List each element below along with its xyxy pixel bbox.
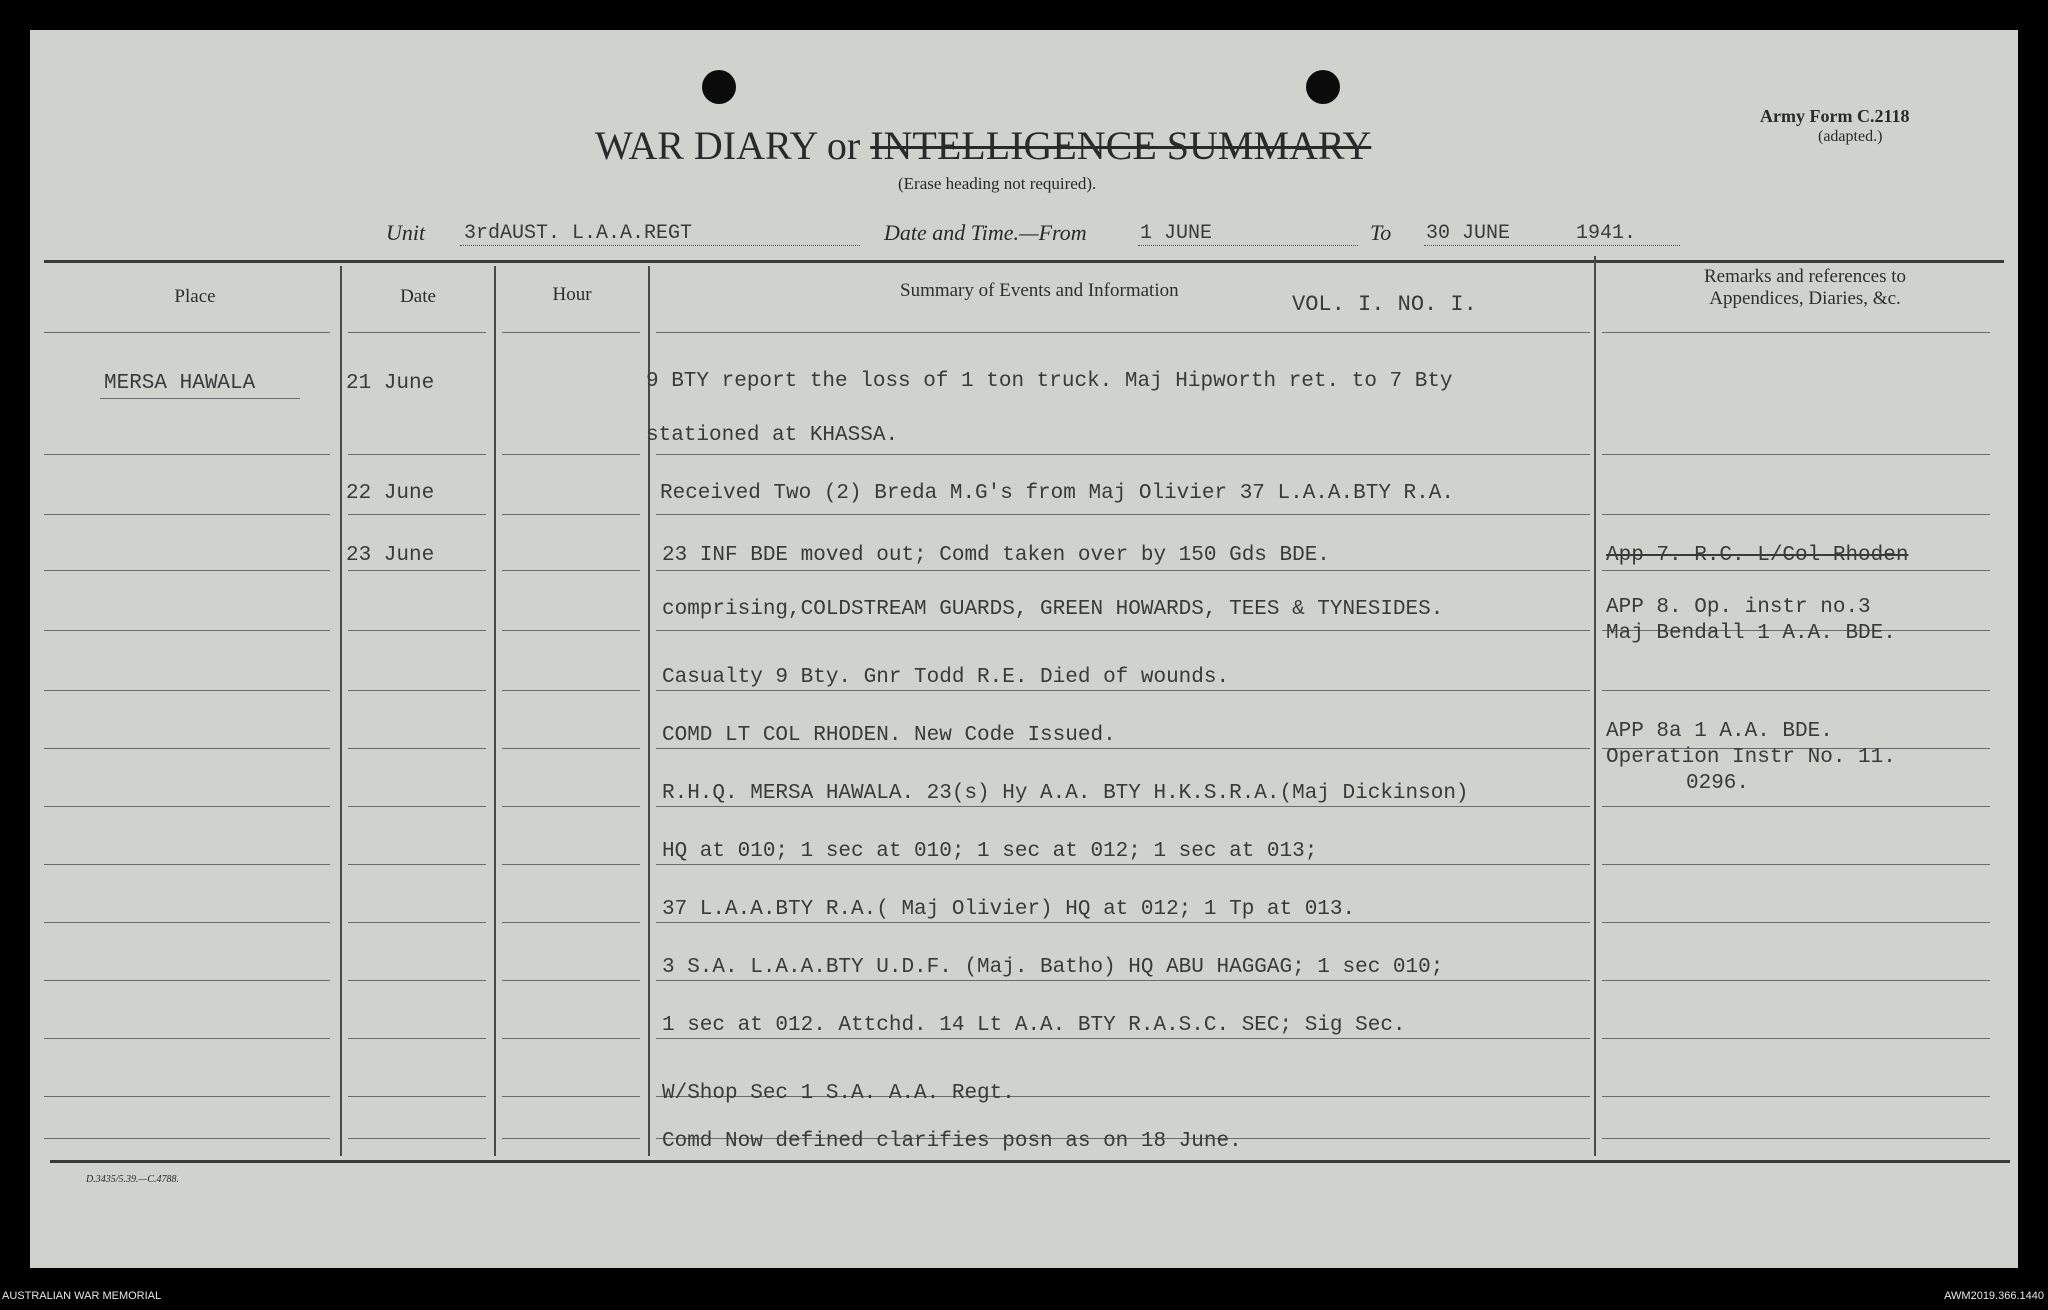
- ruled-line: [348, 980, 486, 981]
- ruled-line: [502, 748, 640, 749]
- unit-value: 3rdAUST. L.A.A.REGT: [464, 222, 693, 245]
- ruled-line: [348, 1038, 486, 1039]
- to-dotline: [1424, 245, 1680, 246]
- summary-line: comprising,COLDSTREAM GUARDS, GREEN HOWARDS, TEES & TYNESIDES.: [662, 598, 1444, 621]
- summary-line: HQ at 010; 1 sec at 010; 1 sec at 012; 1 sec at 013;: [662, 840, 1318, 863]
- to-label: To: [1370, 220, 1392, 245]
- ruled-line: [44, 1038, 330, 1039]
- ruled-line: [348, 1138, 486, 1139]
- ruled-line: [1602, 332, 1990, 333]
- archive-caption: AUSTRALIAN WAR MEMORIAL: [2, 1290, 162, 1302]
- col-header-summary: Summary of Events and Information: [900, 280, 1179, 301]
- footer-rule: [50, 1160, 2010, 1163]
- ruled-line: [656, 922, 1590, 923]
- col-header-remarks-2: Appendices, Diaries, &c.: [1709, 288, 1901, 309]
- ruled-line: [44, 514, 330, 515]
- ruled-line: [1602, 1096, 1990, 1097]
- adapted-label: (adapted.): [1818, 128, 1883, 145]
- ruled-line: [44, 1096, 330, 1097]
- date-time-label: Date and Time.—From: [884, 220, 1087, 245]
- ruled-line: [1602, 806, 1990, 807]
- ruled-line: [656, 514, 1590, 515]
- ruled-line: [44, 690, 330, 691]
- ruled-line: [348, 514, 486, 515]
- ruled-line: [502, 570, 640, 571]
- ruled-line: [44, 332, 330, 333]
- from-value: 1 JUNE: [1140, 222, 1213, 245]
- ruled-line: [656, 980, 1590, 981]
- ruled-line: [1602, 922, 1990, 923]
- print-reference: D.3435/5.39.—C.4788.: [86, 1174, 180, 1185]
- col-header-hour: Hour: [552, 284, 592, 305]
- ruled-line: [656, 630, 1590, 631]
- ruled-line: [348, 332, 486, 333]
- archive-reference: AWM2019.366.1440: [1944, 1290, 2044, 1302]
- ruled-line: [656, 454, 1590, 455]
- ruled-line: [1602, 514, 1990, 515]
- ruled-line: [1602, 980, 1990, 981]
- ruled-line: [502, 332, 640, 333]
- ruled-line: [348, 1096, 486, 1097]
- ruled-line: [502, 980, 640, 981]
- ruled-line: [502, 864, 640, 865]
- ruled-line: [348, 864, 486, 865]
- unit-label: Unit: [386, 220, 426, 245]
- col-header-date: Date: [400, 286, 436, 307]
- year-value: 1941.: [1576, 222, 1637, 245]
- ruled-line: [44, 864, 330, 865]
- place-entry: MERSA HAWALA: [104, 372, 256, 395]
- col-header-remarks-1: Remarks and references to: [1703, 266, 1907, 287]
- col-divider-place: [340, 266, 342, 1156]
- ruled-line: [44, 454, 330, 455]
- ruled-line: [656, 748, 1590, 749]
- volume-number: VOL. I. NO. I.: [1292, 292, 1477, 317]
- ruled-line: [1602, 690, 1990, 691]
- ruled-line: [348, 922, 486, 923]
- summary-line: Received Two (2) Breda M.G's from Maj Olivier 37 L.A.A.BTY R.A.: [660, 482, 1454, 505]
- to-value: 30 JUNE: [1426, 222, 1511, 245]
- ruled-line: [44, 980, 330, 981]
- summary-line: stationed at KHASSA.: [646, 424, 899, 447]
- ruled-line: [44, 748, 330, 749]
- ruled-line: [44, 922, 330, 923]
- summary-line: Comd Now defined clarifies posn as on 18 June.: [662, 1130, 1242, 1153]
- remark-line: 0296.: [1686, 772, 1750, 795]
- ruled-line: [348, 570, 486, 571]
- remark-line: APP 8. Op. instr no.3: [1606, 596, 1871, 619]
- date-entry: 23 June: [346, 544, 435, 567]
- ruled-line: [348, 630, 486, 631]
- date-entry: 22 June: [346, 482, 435, 505]
- ruled-line: [502, 630, 640, 631]
- title-main: WAR DIARY or: [595, 123, 861, 168]
- col-divider-summary: [1594, 256, 1596, 1156]
- ruled-line: [502, 514, 640, 515]
- ruled-line: [656, 332, 1590, 333]
- ruled-line: [1602, 454, 1990, 455]
- ruled-line: [656, 806, 1590, 807]
- unit-dotline: [460, 245, 860, 246]
- date-entry: 21 June: [346, 372, 435, 395]
- title-struck: INTELLIGENCE SUMMARY: [870, 123, 1372, 168]
- summary-line: 3 S.A. L.A.A.BTY U.D.F. (Maj. Batho) HQ ABU HAGGAG; 1 sec 010;: [662, 956, 1444, 979]
- ruled-line: [1602, 864, 1990, 865]
- ruled-line: [502, 454, 640, 455]
- punch-hole-right: [1306, 70, 1340, 104]
- ruled-line: [656, 1038, 1590, 1039]
- ruled-line: [348, 454, 486, 455]
- ruled-line: [502, 1038, 640, 1039]
- ruled-line: [348, 690, 486, 691]
- ruled-line: [656, 690, 1590, 691]
- remark-line: APP 8a 1 A.A. BDE.: [1606, 720, 1833, 743]
- remark-line: Operation Instr No. 11.: [1606, 746, 1896, 769]
- ruled-line: [502, 1096, 640, 1097]
- ruled-line: [502, 1138, 640, 1139]
- army-form-label: Army Form C.2118: [1760, 106, 1910, 126]
- col-divider-hour: [648, 266, 650, 1156]
- erase-note: (Erase heading not required).: [898, 174, 1097, 193]
- summary-line: COMD LT COL RHODEN. New Code Issued.: [662, 724, 1116, 747]
- summary-line: 23 INF BDE moved out; Comd taken over by 150 Gds BDE.: [662, 544, 1330, 567]
- from-dotline: [1138, 245, 1358, 246]
- place-underline: [100, 398, 300, 399]
- ruled-line: [1602, 570, 1990, 571]
- ruled-line: [502, 922, 640, 923]
- form-title: [595, 122, 1371, 169]
- diary-page: [30, 30, 2018, 1268]
- ruled-line: [348, 748, 486, 749]
- summary-line: 1 sec at 012. Attchd. 14 Lt A.A. BTY R.A.S.C. SEC; Sig Sec.: [662, 1014, 1406, 1037]
- ruled-line: [656, 864, 1590, 865]
- ruled-line: [1602, 1038, 1990, 1039]
- punch-hole-left: [702, 70, 736, 104]
- col-divider-date: [494, 266, 496, 1156]
- ruled-line: [1602, 1138, 1990, 1139]
- summary-line: Casualty 9 Bty. Gnr Todd R.E. Died of wounds.: [662, 666, 1230, 689]
- ruled-line: [44, 630, 330, 631]
- summary-line: 9 BTY report the loss of 1 ton truck. Maj Hipworth ret. to 7 Bty: [646, 370, 1453, 393]
- remark-line: App 7. R.C. L/Col Rhoden: [1606, 544, 1909, 567]
- summary-line: W/Shop Sec 1 S.A. A.A. Regt.: [662, 1082, 1015, 1105]
- ruled-line: [656, 570, 1590, 571]
- ruled-line: [502, 806, 640, 807]
- remark-line: Maj Bendall 1 A.A. BDE.: [1606, 622, 1896, 645]
- ruled-line: [44, 1138, 330, 1139]
- ruled-line: [502, 690, 640, 691]
- ruled-line: [348, 806, 486, 807]
- summary-line: 37 L.A.A.BTY R.A.( Maj Olivier) HQ at 012; 1 Tp at 013.: [662, 898, 1356, 921]
- header-rule: [44, 260, 2004, 263]
- ruled-line: [44, 806, 330, 807]
- summary-line: R.H.Q. MERSA HAWALA. 23(s) Hy A.A. BTY H.K.S.R.A.(Maj Dickinson): [662, 782, 1469, 805]
- col-header-place: Place: [174, 286, 216, 307]
- ruled-line: [44, 570, 330, 571]
